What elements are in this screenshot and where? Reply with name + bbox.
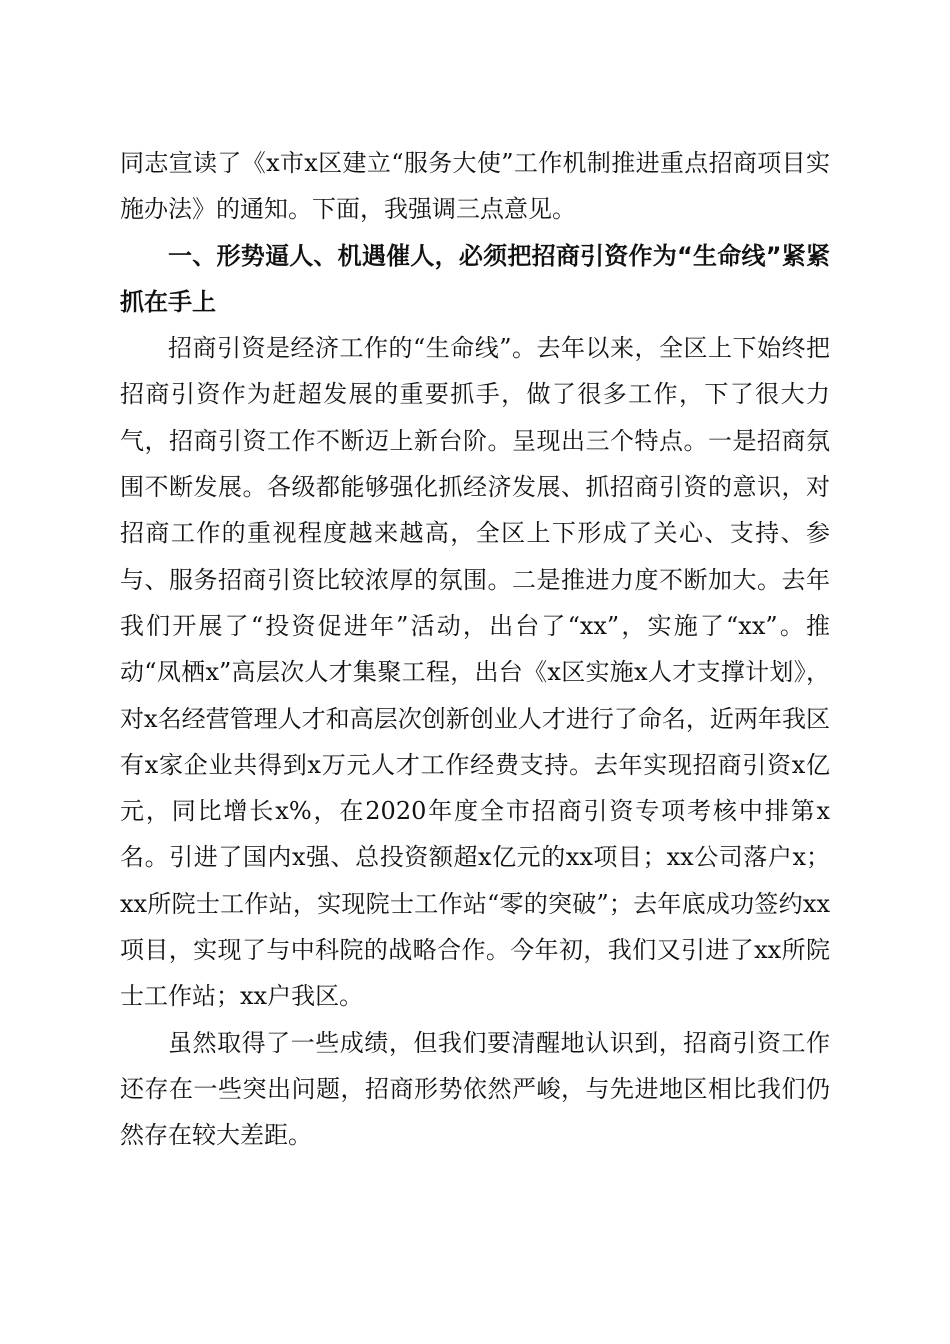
- paragraph-continuation: 同志宣读了《x市x区建立“服务大使”工作机制推进重点招商项目实施办法》的通知。下面，我强调三点意见。: [120, 149, 830, 224]
- section-heading-1: 一、形势逼人、机遇催人，必须把招商引资作为“生命线”紧紧抓在手上: [120, 241, 830, 316]
- document-body: [120, 140, 830, 1159]
- paragraph-existing-problems: 虽然取得了一些成绩，但我们要清醒地认识到，招商引资工作还存在一些突出问题，招商形势依然严峻，与先进地区相比我们仍然存在较大差距。: [120, 1028, 830, 1150]
- paragraph-investment-achievements: 招商引资是经济工作的“生命线”。去年以来，全区上下始终把招商引资作为赶超发展的重要抓手，做了很多工作，下了很大力气，招商引资工作不断迈上新台阶。呈现出三个特点。一是招商氛围不断发展。各级都能够强化抓经济发展、抓招商引资的意识，对招商工作的重视程度越来越高，全区上下形成了关心、支持、参与、服务招商引资比较浓厚的氛围。二是推进力度不断加大。去年我们开展了“投资促进年”活动，出台了“xx”，实施了“xx”。推动“凤栖x”高层次人才集聚工程，出台《x区实施x人才支撑计划》，对x名经营管理人才和高层次创新创业人才进行了命名，近两年我区有x家企业共得到x万元人才工作经费支持。去年实现招商引资x亿元，同比增长x%，在2020年度全市招商引资专项考核中排第x名。引进了国内x强、总投资额超x亿元的xx项目；xx公司落户x；xx所院士工作站，实现院士工作站“零的突破”；去年底成功签约xx项目，实现了与中科院的战略合作。今年初，我们又引进了xx所院士工作站；xx户我区。: [120, 334, 830, 1011]
